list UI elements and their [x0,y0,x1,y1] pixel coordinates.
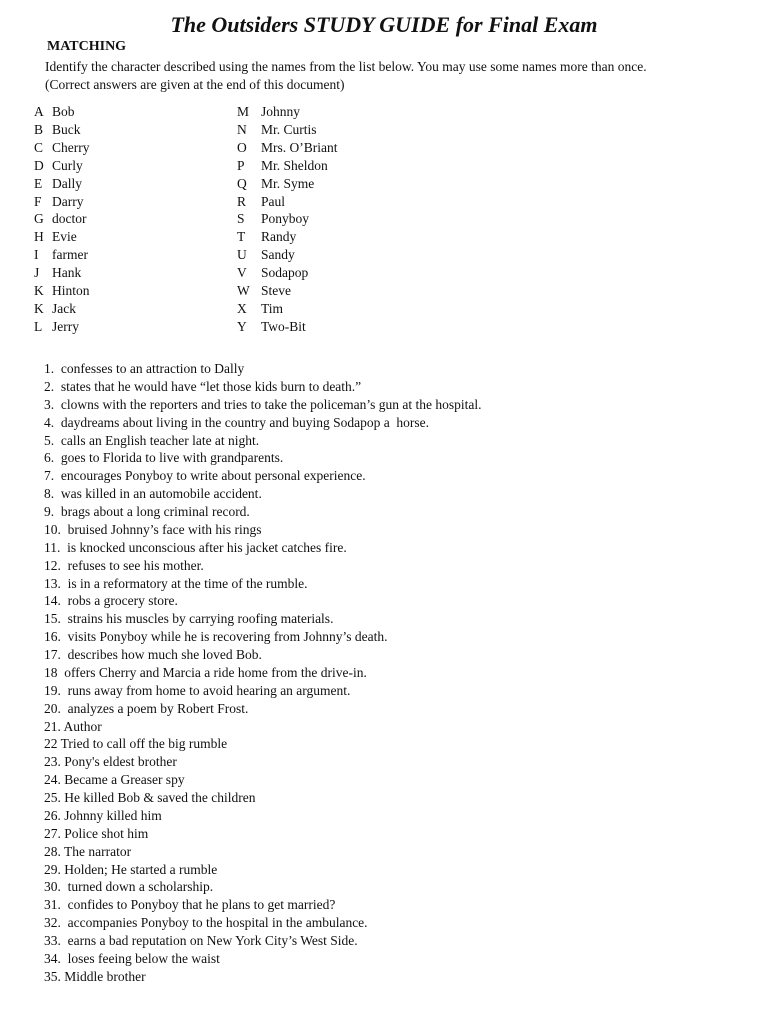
option-name: Paul [261,193,286,209]
answer-option [34,210,224,228]
answer-option [237,246,437,264]
question-item: 8. was killed in an automobile accident. [44,486,262,502]
question-item: 26. Johnny killed him [44,807,162,823]
answer-option [237,210,437,228]
answer-option [34,157,224,175]
answer-option [34,139,224,157]
option-letter: C [34,139,44,155]
option-name: Tim [261,300,284,316]
answer-option [34,300,224,318]
question-item: 1. confesses to an attraction to Dally [44,361,245,376]
question-item: 11. is knocked unconscious after his jacket catches fire. [44,539,347,555]
question-list [44,360,744,986]
option-name: Jerry [52,318,79,334]
answer-option [34,175,224,193]
option-letter: M [237,104,250,119]
answer-option [237,300,437,318]
option-name: Sodapop [261,265,309,281]
answer-options-left [34,103,224,336]
answer-option [34,121,224,139]
option-name: Sandy [261,247,295,263]
option-name: Two-Bit [261,318,306,334]
option-letter: K [34,283,44,299]
question-item: 29. Holden; He started a rumble [44,861,218,877]
option-name: Buck [52,121,81,137]
answer-option [34,264,224,282]
answer-option [237,282,437,300]
question-item: 27. Police shot him [44,825,149,841]
option-letter: B [34,121,44,137]
question-item: 22 Tried to call off the big rumble [44,736,228,752]
option-name: Mr. Curtis [261,121,317,137]
option-name: farmer [52,247,88,263]
option-letter: K [34,300,44,316]
question-item: 3. clowns with the reporters and tries to take the policeman’s gun at the hospital. [44,396,482,412]
question-item: 12. refuses to see his mother. [44,557,204,573]
answer-option [237,318,437,336]
question-item: 30. turned down a scholarship. [44,879,214,895]
answer-option [34,193,224,211]
option-name: Steve [261,283,291,299]
question-item: 13. is in a reformatory at the time of the rumble. [44,575,308,591]
option-name: Hinton [52,283,90,299]
answer-option [237,121,437,139]
option-letter: T [237,229,246,245]
question-item: 25. He killed Bob & saved the children [44,790,256,805]
option-letter: R [237,193,247,209]
option-letter: S [237,211,245,227]
option-name: Jack [52,300,76,316]
option-letter: L [34,318,43,334]
option-letter: V [237,265,247,281]
answer-options-right [237,103,437,336]
option-name: doctor [52,211,87,227]
answer-option [237,139,437,157]
option-name: Dally [52,175,82,191]
answer-option [34,318,224,336]
option-letter: X [237,300,247,316]
answer-option [34,103,224,121]
answer-option [34,228,224,246]
document-title: The Outsiders STUDY GUIDE for Final Exam [170,12,598,37]
question-item: 2. states that he would have “let those kids burn to death.” [44,378,362,394]
answer-option [237,264,437,282]
question-item: 5. calls an English teacher late at night. [44,432,260,448]
question-item: 6. goes to Florida to live with grandparents. [44,450,284,466]
option-name: Hank [52,265,82,281]
option-name: Randy [261,229,297,245]
option-name: Bob [52,104,75,119]
option-letter: J [34,265,40,281]
option-letter: A [34,104,44,119]
option-name: Ponyboy [261,211,310,227]
question-item: 31. confides to Ponyboy that he plans to get married? [44,897,336,913]
option-name: Cherry [52,139,90,155]
section-heading: MATCHING [47,39,127,54]
question-item: 33. earns a bad reputation on New York City’s West Side. [44,933,358,948]
option-letter: D [34,157,44,173]
option-letter: W [237,283,250,299]
option-letter: P [237,157,245,173]
option-name: Evie [52,229,77,245]
option-name: Mr. Sheldon [261,157,328,173]
option-letter: F [34,193,42,209]
question-item: 34. loses feeing below the waist [44,950,220,966]
instructions [45,58,760,93]
question-item: 21. Author [44,718,102,734]
question-item: 35. Middle brother [44,968,146,984]
option-letter: Y [237,318,247,334]
question-item: 15. strains his muscles by carrying roofing materials. [44,611,334,627]
option-name: Mrs. O’Briant [261,139,338,155]
question-item: 10. bruised Johnny’s face with his rings [44,521,262,537]
option-letter: U [237,247,247,263]
question-item: 4. daydreams about living in the country and buying Sodapop a horse. [44,414,430,430]
instructions-line: (Correct answers are given at the end of this document) [45,76,345,92]
question-item: 24. Became a Greaser spy [44,772,185,788]
option-letter: I [34,247,39,263]
question-item: 18 offers Cherry and Marcia a ride home from the drive-in. [44,664,367,680]
question-item: 20. analyzes a poem by Robert Frost. [44,700,249,716]
question-item: 16. visits Ponyboy while he is recovering from Johnny’s death. [44,629,388,645]
question-item: 23. Pony's eldest brother [44,754,177,770]
question-item: 7. encourages Ponyboy to write about personal experience. [44,468,366,484]
question-item: 19. runs away from home to avoid hearing an argument. [44,682,351,698]
answer-option [34,246,224,264]
option-letter: G [34,211,44,227]
option-letter: O [237,139,247,155]
option-letter: E [34,175,43,191]
answer-option [34,282,224,300]
option-letter: H [34,229,44,245]
question-item: 32. accompanies Ponyboy to the hospital in the ambulance. [44,915,368,931]
option-letter: Q [237,175,247,191]
option-name: Curly [52,157,83,173]
answer-option [237,103,437,121]
answer-option [237,175,437,193]
instructions-line: Identify the character described using the names from the list below. You may use some names more than once. [45,59,647,74]
question-item: 28. The narrator [44,843,132,859]
question-item: 17. describes how much she loved Bob. [44,647,262,662]
option-name: Mr. Syme [261,175,315,191]
option-letter: N [237,121,247,137]
question-item: 14. robs a grocery store. [44,593,178,609]
option-name: Darry [52,193,84,209]
answer-option [237,157,437,175]
option-name: Johnny [261,104,301,119]
answer-option [237,193,437,211]
question-item: 9. brags about a long criminal record. [44,504,250,519]
answer-option [237,228,437,246]
